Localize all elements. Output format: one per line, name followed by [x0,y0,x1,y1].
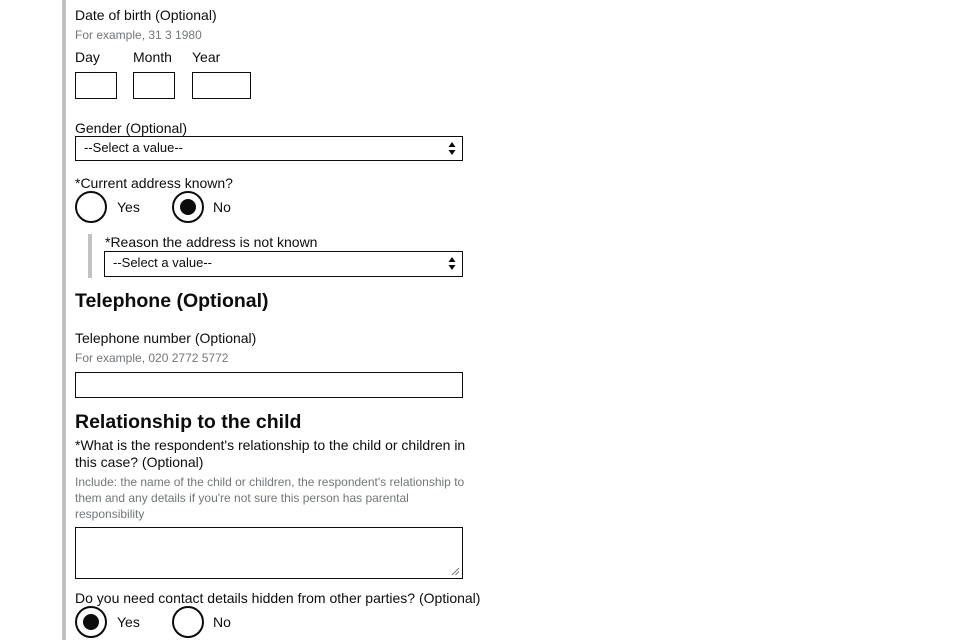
hidden-details-yes-label[interactable]: Yes [117,614,140,630]
address-known-label: *Current address known? [75,175,233,191]
relationship-label-line1: *What is the respondent's relationship to the child or children in [75,437,466,453]
dob-month-input[interactable] [133,72,175,99]
relationship-hint-line1: Include: the name of the child or children, the respondent's relationship to [75,475,465,489]
hidden-details-no-radio[interactable] [172,606,204,638]
telephone-hint: For example, 020 2772 5772 [75,351,229,365]
up-down-arrows-icon [448,139,456,157]
relationship-textarea[interactable] [75,527,463,579]
gender-label: Gender (Optional) [75,120,188,136]
address-known-no-radio[interactable] [172,191,204,223]
dob-day-label: Day [75,49,100,65]
radio-selected-dot [180,199,196,215]
address-reason-label: *Reason the address is not known [105,234,318,250]
radio-selected-dot [83,614,99,630]
address-known-no-label[interactable]: No [213,199,231,215]
up-down-arrows-icon [448,254,456,272]
dob-day-input[interactable] [75,72,117,99]
relationship-hint-line2: them and any details if you're not sure this person has parental [75,491,409,505]
telephone-label: Telephone number (Optional) [75,330,257,346]
telephone-input[interactable] [75,372,463,398]
hidden-details-no-label[interactable]: No [213,614,231,630]
conditional-reveal-rule [88,234,92,278]
relationship-label-line2: this case? (Optional) [75,454,204,470]
dob-hint: For example, 31 3 1980 [75,28,202,42]
relationship-heading: Relationship to the child [75,411,302,433]
dob-year-input[interactable] [192,72,251,99]
address-known-yes-radio[interactable] [75,191,107,223]
telephone-heading: Telephone (Optional) [75,290,269,312]
gender-select[interactable] [75,136,463,161]
dob-year-label: Year [192,49,221,65]
gender-select-value: --Select a value-- [84,140,183,155]
hidden-details-label: Do you need contact details hidden from other parties? (Optional) [75,590,481,606]
address-reason-select-value: --Select a value-- [113,255,212,270]
form-left-rule [62,0,66,640]
address-known-yes-label[interactable]: Yes [117,199,140,215]
address-reason-select[interactable] [104,251,463,277]
dob-month-label: Month [133,49,172,65]
hidden-details-yes-radio[interactable] [75,606,107,638]
resize-grip-icon[interactable] [451,567,460,576]
relationship-hint-line3: responsibility [75,507,145,521]
dob-label: Date of birth (Optional) [75,7,217,23]
